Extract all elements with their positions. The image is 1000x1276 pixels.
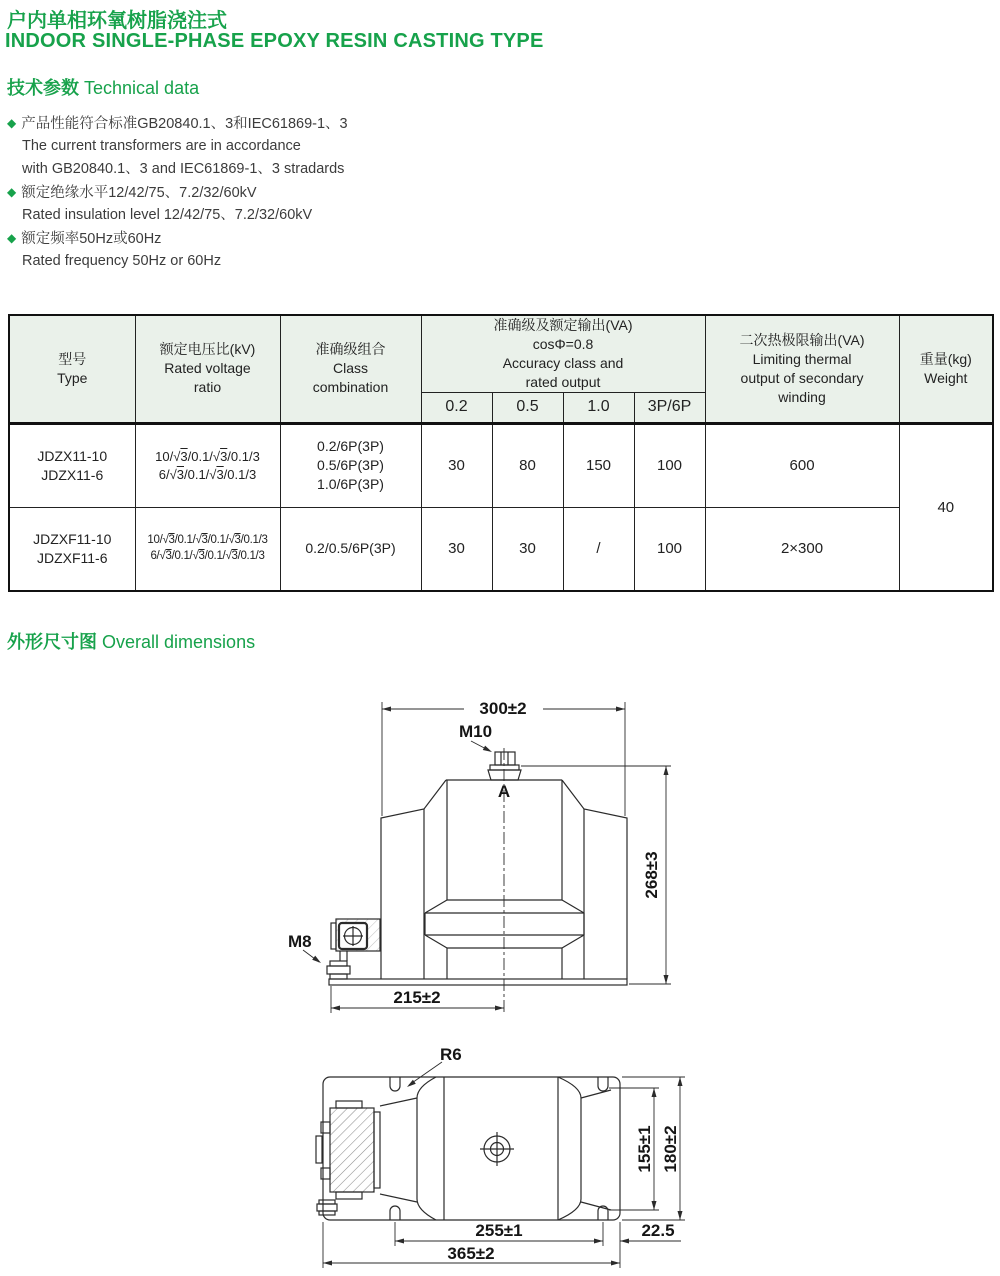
front-view-arrowheads <box>312 707 668 1011</box>
col-header-class-combination: 准确级组合 Class combination <box>280 315 421 423</box>
dim-depth: 180±2 <box>661 1125 680 1173</box>
top-view-drawing <box>316 1045 685 1268</box>
cell-acc-3p6p-row1: 100 <box>634 423 705 507</box>
list-item <box>7 112 348 135</box>
mounting-slot <box>390 1206 400 1220</box>
feature-1-line-2: The current transformers are in accordance <box>22 138 301 154</box>
front-view-outline <box>327 752 627 985</box>
section-heading-dimensions-en: Overall dimensions <box>102 632 256 652</box>
diamond-bullet-icon: ◆ <box>7 185 17 199</box>
sub-header-class-3p6p: 3P/6P <box>634 392 705 423</box>
table-row <box>9 507 993 591</box>
cell-class-comb-row1: 0.2/6P(3P) 0.5/6P(3P) 1.0/6P(3P) <box>280 423 421 507</box>
list-item <box>7 181 348 204</box>
cell-thermal-row1: 600 <box>705 423 899 507</box>
dim-slot-span-vertical: 155±1 <box>635 1125 654 1173</box>
m8-stud <box>330 961 347 966</box>
section-heading-technical-en: Technical data <box>84 78 200 98</box>
feature-3-line-1: 额定频率50Hz或60Hz <box>21 231 162 247</box>
list-item <box>7 204 348 227</box>
col-header-type: 型号 Type <box>9 315 135 423</box>
cell-acc-3p6p-row2: 100 <box>634 507 705 591</box>
cell-weight-merged: 40 <box>899 423 993 591</box>
cell-type-row1: JDZX11-10 JDZX11-6 <box>9 423 135 507</box>
sub-header-class-0-2: 0.2 <box>421 392 492 423</box>
table-row <box>9 423 993 507</box>
dim-slot-edge-offset: 22.5 <box>641 1221 675 1240</box>
section-heading-overall-dimensions <box>7 628 255 654</box>
label-corner-radius: R6 <box>440 1045 462 1064</box>
base-plate <box>329 979 627 985</box>
cell-acc-0-5-row1: 80 <box>492 423 563 507</box>
section-heading-technical-data <box>7 74 199 100</box>
top-view-outline <box>316 1077 620 1220</box>
dim-slot-span: 255±1 <box>475 1221 523 1240</box>
feature-1-line-3: with GB20840.1、3 and IEC61869-1、3 stradards <box>22 161 345 177</box>
terminal-box-plan <box>330 1108 374 1192</box>
col-header-rated-voltage-ratio: 额定电压比(kV) Rated voltage ratio <box>135 315 280 423</box>
mounting-slot <box>598 1077 608 1091</box>
label-terminal-a: A <box>497 782 511 801</box>
cell-acc-1-0-row1: 150 <box>563 423 634 507</box>
cell-class-comb-row2: 0.2/0.5/6P(3P) <box>280 507 421 591</box>
cell-ratio-row1: 10/√3/0.1/√3/0.1/3 6/√3/0.1/√3/0.1/3 <box>135 423 280 507</box>
cell-acc-0-2-row2: 30 <box>421 507 492 591</box>
diamond-bullet-icon: ◆ <box>7 231 17 245</box>
dim-base-width: 215±2 <box>393 988 441 1007</box>
dimension-drawings <box>0 660 1000 1276</box>
feature-1-line-1: 产品性能符合标准GB20840.1、3和IEC61869-1、3 <box>21 116 348 132</box>
page-title-english: INDOOR SINGLE-PHASE EPOXY RESIN CASTING TYPE <box>5 30 544 52</box>
label-m8-bolt: M8 <box>288 932 312 951</box>
col-header-weight: 重量(kg) Weight <box>899 315 993 423</box>
dim-overall-width-plan: 365±2 <box>447 1244 495 1263</box>
cell-acc-0-5-row2: 30 <box>492 507 563 591</box>
label-m10-bolt: M10 <box>459 722 493 741</box>
m10-bolt <box>495 752 515 765</box>
dim-overall-width: 300±2 <box>479 699 527 718</box>
cell-type-row2: JDZXF11-10 JDZXF11-6 <box>9 507 135 591</box>
sub-header-class-1-0: 1.0 <box>563 392 634 423</box>
list-item <box>7 250 348 273</box>
cell-thermal-row2: 2×300 <box>705 507 899 591</box>
diamond-bullet-icon: ◆ <box>7 116 17 130</box>
front-view-drawing <box>288 699 671 1013</box>
section-heading-technical-zh: 技术参数 <box>7 78 79 98</box>
list-item <box>7 227 348 250</box>
dim-overall-height: 268±3 <box>642 851 661 899</box>
section-heading-dimensions-zh: 外形尺寸图 <box>7 632 97 652</box>
page-title-chinese: 户内单相环氧树脂浇注式 <box>7 10 227 32</box>
cell-acc-1-0-row2: / <box>563 507 634 591</box>
list-item <box>7 158 348 181</box>
mounting-slot <box>390 1077 400 1091</box>
feature-2-line-1: 额定绝缘水平12/42/75、7.2/32/60kV <box>21 185 257 201</box>
col-header-thermal-output: 二次热极限输出(VA) Limiting thermal output of secondary winding <box>705 315 899 423</box>
list-item <box>7 135 348 158</box>
feature-3-line-2: Rated frequency 50Hz or 60Hz <box>22 253 222 269</box>
technical-data-table <box>8 314 994 592</box>
cell-acc-0-2-row1: 30 <box>421 423 492 507</box>
sub-header-class-0-5: 0.5 <box>492 392 563 423</box>
feature-bullet-list <box>7 112 348 273</box>
cell-ratio-row2: 10/√3/0.1/√3/0.1/√3/0.1/3 6/√3/0.1/√3/0.1/√3/0.1/3 <box>135 507 280 591</box>
col-header-accuracy-group: 准确级及额定输出(VA) cosΦ=0.8 Accuracy class and rated output <box>421 315 705 392</box>
feature-2-line-2: Rated insulation level 12/42/75、7.2/32/60kV <box>22 207 313 223</box>
